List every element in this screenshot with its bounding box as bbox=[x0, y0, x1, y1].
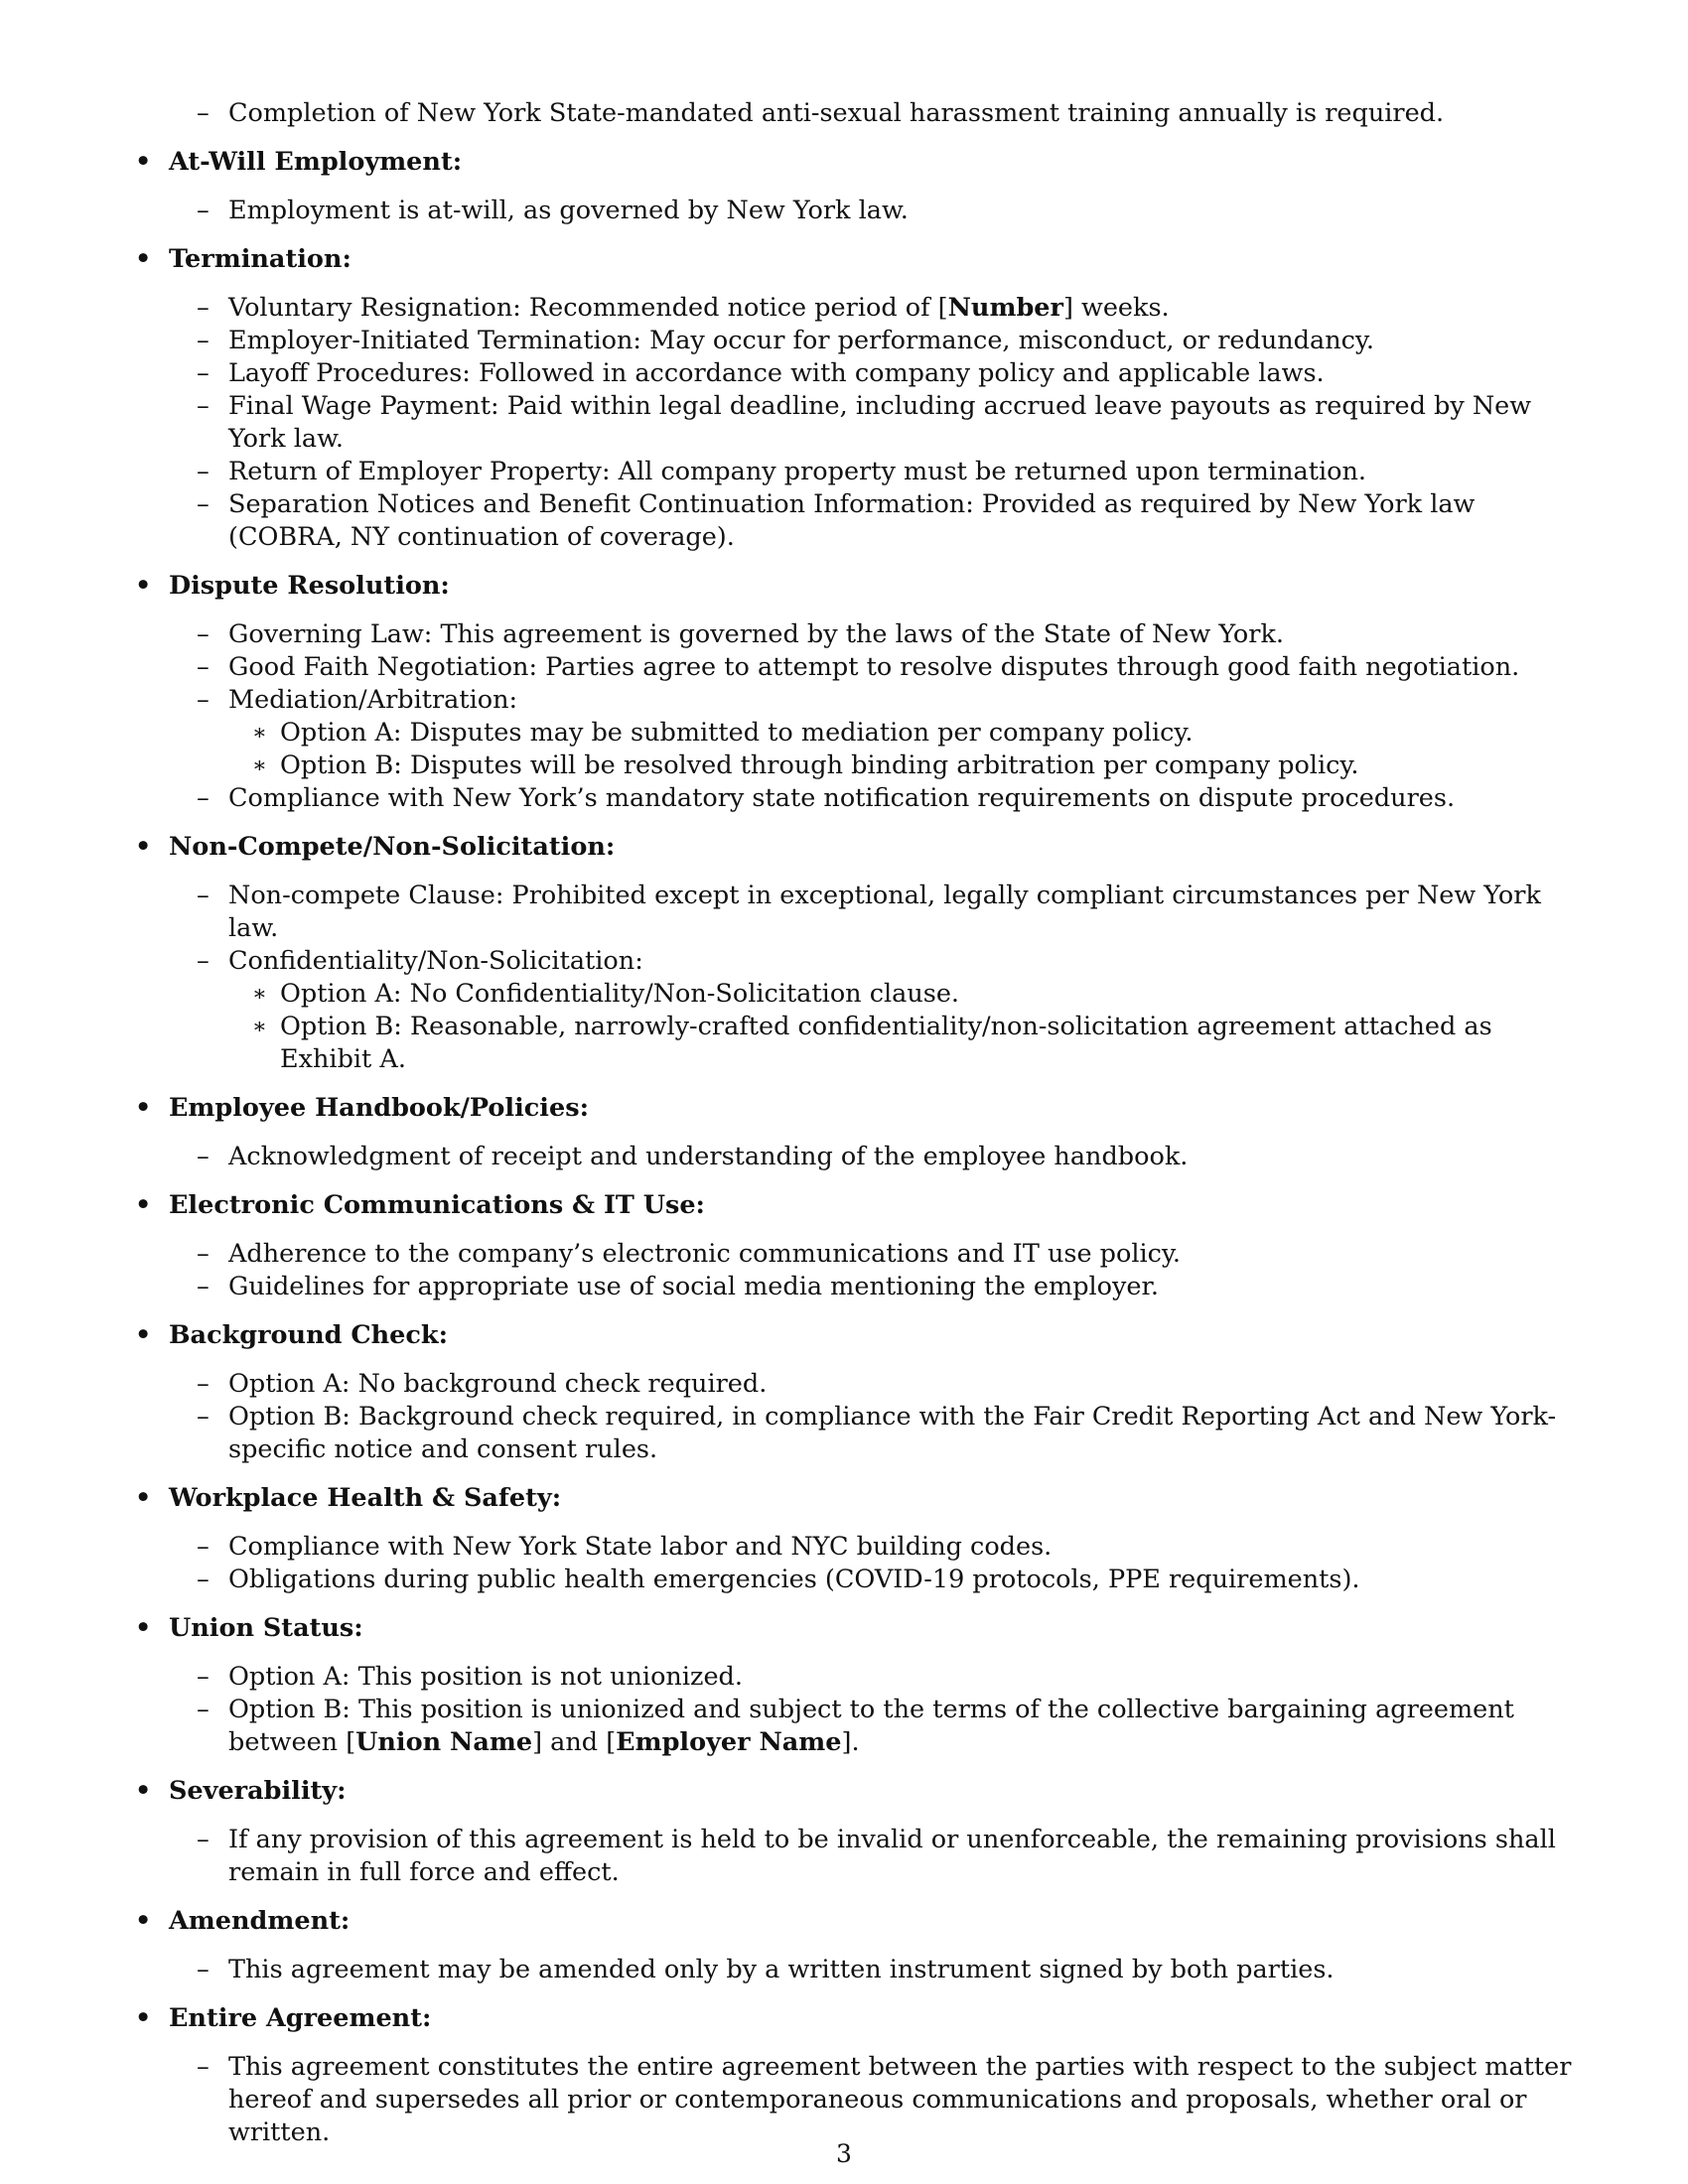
dash-marker: – bbox=[197, 1402, 210, 1432]
dash-marker: – bbox=[197, 1239, 210, 1269]
dash-marker: – bbox=[197, 489, 210, 519]
section-heading-text: At-Will Employment: bbox=[169, 147, 463, 177]
list-item bbox=[129, 618, 1589, 651]
sub-list-item-text: Option A: Disputes may be submitted to mediation per company policy. bbox=[280, 718, 1194, 748]
list-item-text: If any provision of this agreement is held to be invalid or unenforceable, the remaining provisions shall remain in full force and effect. bbox=[228, 1825, 1556, 1887]
list-item bbox=[129, 357, 1589, 390]
section-heading bbox=[129, 831, 1589, 864]
list-item-text: Adherence to the company’s electronic communications and IT use policy. bbox=[228, 1239, 1182, 1269]
list-item-text: Employer-Initiated Termination: May occur for performance, misconduct, or redundancy. bbox=[228, 326, 1375, 355]
section-heading-text: Non-Compete/Non-Solicitation: bbox=[169, 832, 616, 862]
list-item-text: Non-compete Clause: Prohibited except in exceptional, legally compliant circumstances per New York law. bbox=[228, 881, 1541, 943]
sub-list-item-text: Option B: Reasonable, narrowly-crafted confidentiality/non-solicitation agreement attached as Exhibit A. bbox=[280, 1012, 1492, 1074]
text-fragment: Voluntary Resignation: Recommended notice period of [ bbox=[228, 293, 948, 323]
dash-marker: – bbox=[197, 326, 210, 355]
section-heading bbox=[129, 1482, 1589, 1515]
list-item bbox=[129, 325, 1589, 357]
list-item-text: Employment is at-will, as governed by New York law. bbox=[228, 196, 909, 225]
sub-list-item-text: Option B: Disputes will be resolved through binding arbitration per company policy. bbox=[280, 751, 1359, 780]
list-item bbox=[129, 2051, 1589, 2149]
dash-marker: – bbox=[197, 293, 210, 323]
sub-list-item bbox=[129, 1011, 1589, 1076]
star-marker: ∗ bbox=[252, 982, 267, 1007]
list-item bbox=[129, 456, 1589, 488]
bullet-marker: • bbox=[135, 832, 152, 862]
section-heading-text: Union Status: bbox=[169, 1613, 363, 1643]
section-heading-text: Severability: bbox=[169, 1776, 347, 1806]
document-body bbox=[129, 97, 1589, 2149]
list-item bbox=[129, 1141, 1589, 1173]
dash-marker: – bbox=[197, 1955, 210, 1984]
dash-marker: – bbox=[197, 685, 210, 715]
dash-marker: – bbox=[197, 619, 210, 649]
list-item bbox=[129, 1238, 1589, 1271]
list-item-text: Compliance with New York’s mandatory state notification requirements on dispute procedures. bbox=[228, 783, 1456, 813]
dash-marker: – bbox=[197, 391, 210, 421]
section-heading bbox=[129, 1189, 1589, 1222]
intro-list-item bbox=[129, 97, 1589, 130]
list-item bbox=[129, 1824, 1589, 1889]
list-item bbox=[129, 1661, 1589, 1694]
list-item-text: Option A: No background check required. bbox=[228, 1369, 768, 1399]
dash-marker: – bbox=[197, 1369, 210, 1399]
list-item-text: Final Wage Payment: Paid within legal deadline, including accrued leave payouts as required by New York law. bbox=[228, 391, 1532, 454]
list-item bbox=[129, 1368, 1589, 1401]
bullet-marker: • bbox=[135, 1320, 152, 1350]
bullet-marker: • bbox=[135, 571, 152, 601]
dash-marker: – bbox=[197, 652, 210, 682]
list-item-text: Governing Law: This agreement is governed by the laws of the State of New York. bbox=[228, 619, 1285, 649]
section-heading-text: Entire Agreement: bbox=[169, 2003, 432, 2033]
section-heading-text: Electronic Communications & IT Use: bbox=[169, 1190, 705, 1220]
intro-item-text: Completion of New York State-mandated anti-sexual harassment training annually is required. bbox=[228, 98, 1445, 128]
section-heading-text: Workplace Health & Safety: bbox=[169, 1483, 562, 1513]
list-item bbox=[129, 488, 1589, 554]
list-item-text: This agreement may be amended only by a written instrument signed by both parties. bbox=[228, 1955, 1335, 1984]
list-item-text: Obligations during public health emergencies (COVID-19 protocols, PPE requirements). bbox=[228, 1565, 1360, 1594]
section-heading-text: Termination: bbox=[169, 244, 352, 274]
list-item-text: Mediation/Arbitration: bbox=[228, 685, 518, 715]
section-heading bbox=[129, 1092, 1589, 1125]
dash-marker: – bbox=[197, 2052, 210, 2082]
placeholder-field: Union Name bbox=[355, 1727, 533, 1757]
star-marker: ∗ bbox=[252, 721, 267, 746]
list-item bbox=[129, 880, 1589, 945]
dash-marker: – bbox=[197, 1565, 210, 1594]
bullet-marker: • bbox=[135, 244, 152, 274]
list-item bbox=[129, 651, 1589, 684]
dash-marker: – bbox=[197, 1825, 210, 1854]
star-marker: ∗ bbox=[252, 1015, 267, 1039]
list-item bbox=[129, 292, 1589, 325]
dash-marker: – bbox=[197, 783, 210, 813]
section-heading bbox=[129, 1905, 1589, 1938]
dash-marker: – bbox=[197, 457, 210, 486]
star-marker: ∗ bbox=[252, 753, 267, 778]
text-fragment: Option B: This position is unionized and subject to the terms of the collective bargaining agreement between [ bbox=[228, 1695, 1514, 1757]
section-list bbox=[129, 146, 1589, 2149]
sub-list-item bbox=[129, 750, 1589, 782]
list-item bbox=[129, 945, 1589, 978]
bullet-marker: • bbox=[135, 1776, 152, 1806]
section-heading-text: Dispute Resolution: bbox=[169, 571, 450, 601]
list-item bbox=[129, 1954, 1589, 1986]
section-heading bbox=[129, 2002, 1589, 2035]
section-heading bbox=[129, 1612, 1589, 1645]
list-item-text: Compliance with New York State labor and NYC building codes. bbox=[228, 1532, 1053, 1562]
list-item-text: Good Faith Negotiation: Parties agree to attempt to resolve disputes through good faith negotiation. bbox=[228, 652, 1520, 682]
list-item-text: Option A: This position is not unionized. bbox=[228, 1662, 743, 1692]
text-fragment: ] weeks. bbox=[1062, 293, 1170, 323]
dash-marker: – bbox=[197, 946, 210, 976]
dash-marker: – bbox=[197, 1695, 210, 1724]
dash-marker: – bbox=[197, 881, 210, 910]
list-item-text: Acknowledgment of receipt and understanding of the employee handbook. bbox=[228, 1142, 1189, 1171]
page-number: 3 bbox=[836, 2139, 852, 2168]
placeholder-field: Number bbox=[947, 293, 1063, 323]
section-heading bbox=[129, 146, 1589, 179]
dash-marker: – bbox=[197, 1532, 210, 1562]
bullet-marker: • bbox=[135, 1906, 152, 1936]
list-item bbox=[129, 782, 1589, 815]
list-item-text bbox=[228, 293, 1170, 323]
list-item bbox=[129, 390, 1589, 456]
sub-list-item bbox=[129, 717, 1589, 750]
bullet-marker: • bbox=[135, 1483, 152, 1513]
list-item bbox=[129, 195, 1589, 227]
section-heading bbox=[129, 243, 1589, 276]
dash-marker: – bbox=[197, 98, 210, 128]
dash-marker: – bbox=[197, 358, 210, 388]
dash-marker: – bbox=[197, 1142, 210, 1171]
sub-list-item-text: Option A: No Confidentiality/Non-Solicitation clause. bbox=[280, 979, 960, 1009]
bullet-marker: • bbox=[135, 1613, 152, 1643]
bullet-marker: • bbox=[135, 1093, 152, 1123]
list-item-text: This agreement constitutes the entire agreement between the parties with respect to the subject matter hereof and supersedes all prior or contemporaneous communications and proposals, whether oral or written. bbox=[228, 2052, 1572, 2147]
text-fragment: ] and [ bbox=[532, 1727, 617, 1757]
list-item-text: Layoff Procedures: Followed in accordance with company policy and applicable laws. bbox=[228, 358, 1325, 388]
section-heading bbox=[129, 1319, 1589, 1352]
list-item bbox=[129, 1401, 1589, 1466]
bullet-marker: • bbox=[135, 1190, 152, 1220]
list-item-text bbox=[228, 1695, 1514, 1757]
text-fragment: ]. bbox=[841, 1727, 860, 1757]
list-item bbox=[129, 1531, 1589, 1564]
list-item bbox=[129, 1694, 1589, 1759]
section-heading-text: Amendment: bbox=[169, 1906, 351, 1936]
placeholder-field: Employer Name bbox=[616, 1727, 842, 1757]
list-item-text: Return of Employer Property: All company property must be returned upon termination. bbox=[228, 457, 1367, 486]
section-heading-text: Employee Handbook/Policies: bbox=[169, 1093, 589, 1123]
section-heading-text: Background Check: bbox=[169, 1320, 448, 1350]
sub-list-item bbox=[129, 978, 1589, 1011]
list-item-text: Option B: Background check required, in compliance with the Fair Credit Reporting Act and New York-specific notice and consent rules. bbox=[228, 1402, 1557, 1464]
list-item-text: Separation Notices and Benefit Continuation Information: Provided as required by New York law (COBRA, NY continuation of coverage). bbox=[228, 489, 1476, 552]
list-item bbox=[129, 1271, 1589, 1303]
section-heading bbox=[129, 1775, 1589, 1808]
list-item-text: Guidelines for appropriate use of social media mentioning the employer. bbox=[228, 1272, 1160, 1301]
dash-marker: – bbox=[197, 1272, 210, 1301]
list-item bbox=[129, 1564, 1589, 1596]
section-heading bbox=[129, 570, 1589, 603]
bullet-marker: • bbox=[135, 2003, 152, 2033]
dash-marker: – bbox=[197, 196, 210, 225]
dash-marker: – bbox=[197, 1662, 210, 1692]
list-item-text: Confidentiality/Non-Solicitation: bbox=[228, 946, 643, 976]
bullet-marker: • bbox=[135, 147, 152, 177]
list-item bbox=[129, 684, 1589, 717]
